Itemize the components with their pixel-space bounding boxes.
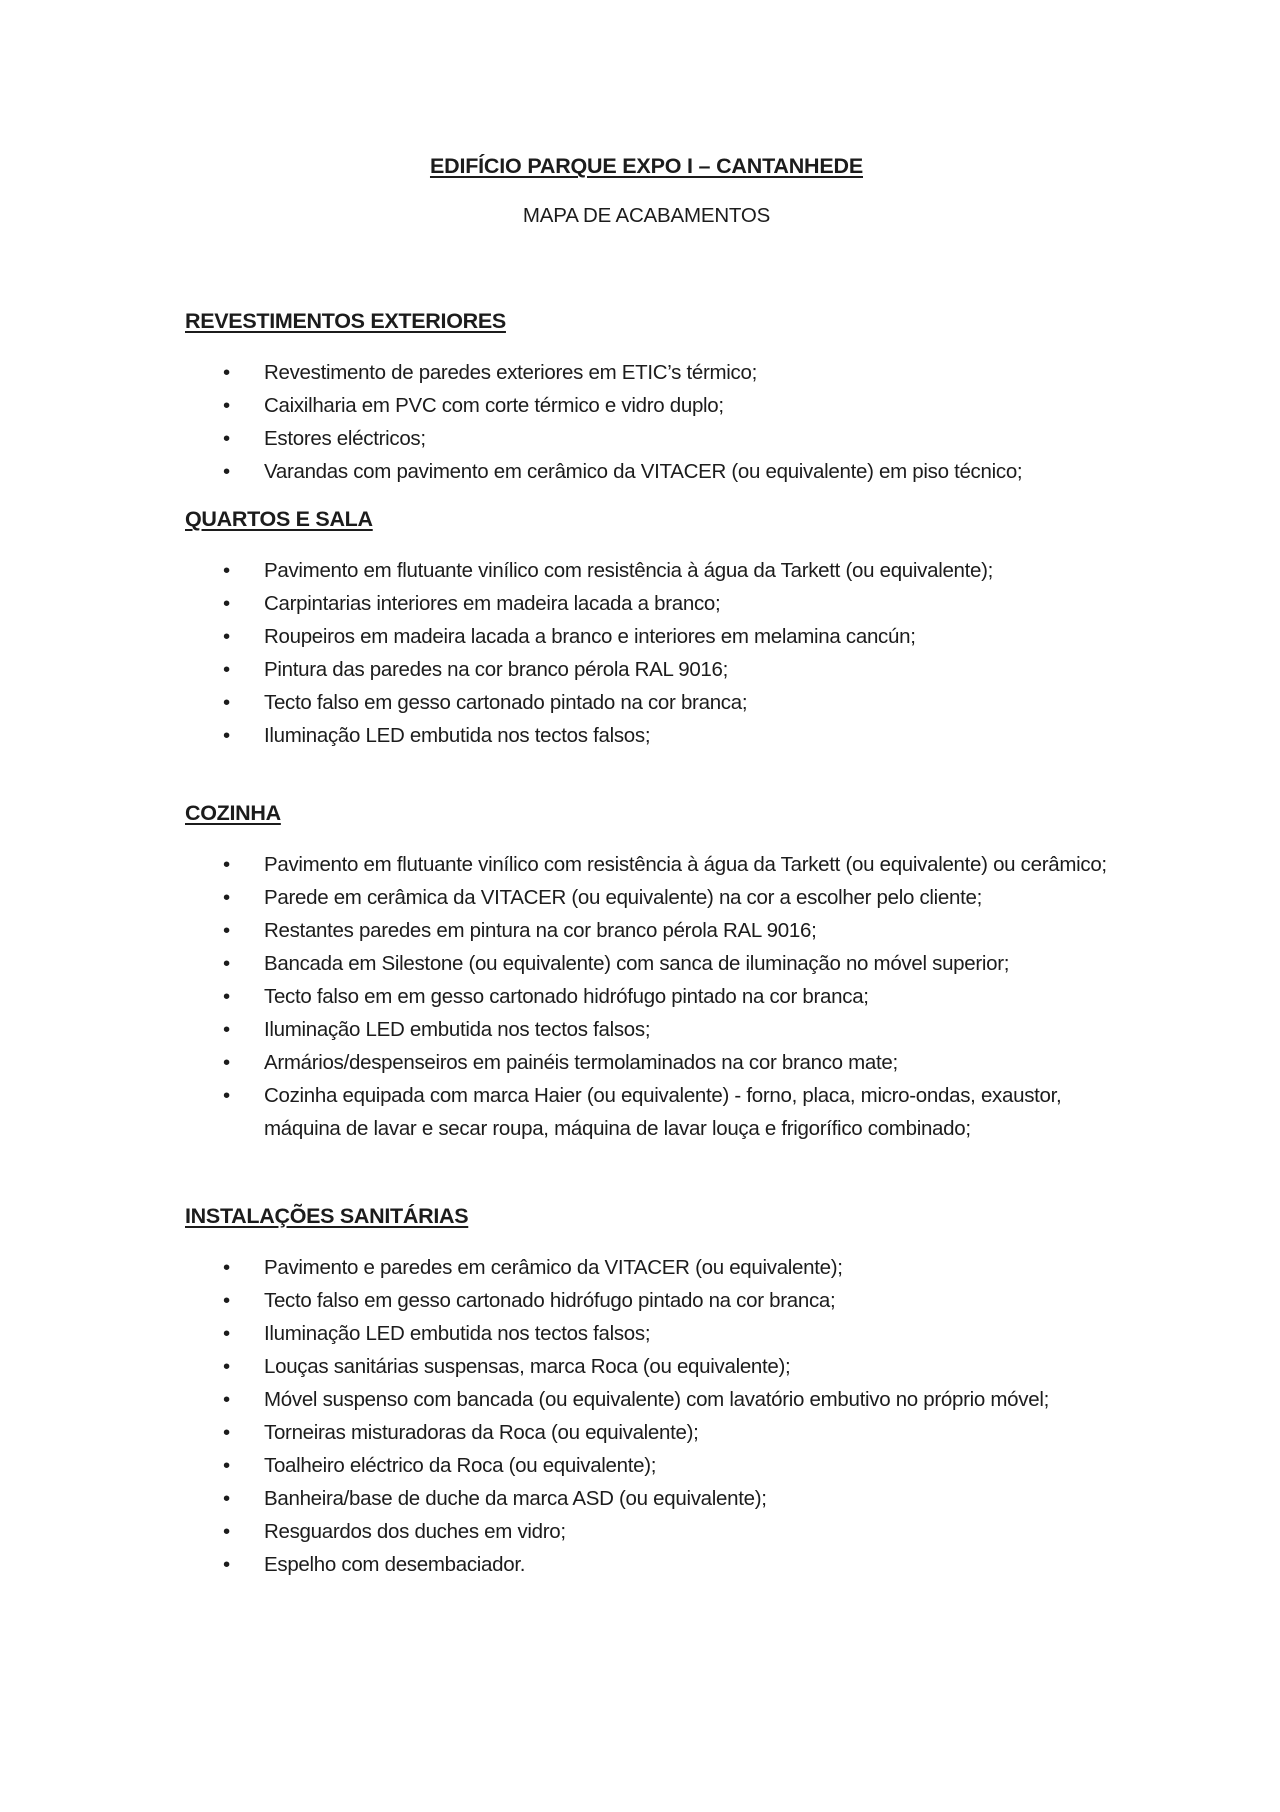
list-item: • Iluminação LED embutida nos tectos falsos; xyxy=(185,719,1108,752)
list-item: • Varandas com pavimento em cerâmico da VITACER (ou equivalente) em piso técnico; xyxy=(185,455,1108,488)
list-item: • Armários/despenseiros em painéis termolaminados na cor branco mate; xyxy=(185,1046,1108,1079)
list-item: • Parede em cerâmica da VITACER (ou equivalente) na cor a escolher pelo cliente; xyxy=(185,881,1108,914)
bullet-list xyxy=(185,848,1108,1145)
document-title: EDIFÍCIO PARQUE EXPO I – CANTANHEDE xyxy=(429,154,863,178)
list-item: • Cozinha equipada com marca Haier (ou equivalente) - forno, placa, micro-ondas, exaustor, máquina de lavar e secar roupa, máquina de lavar louça e frigorífico combinado; xyxy=(185,1079,1108,1145)
section-heading: QUARTOS E SALA xyxy=(185,507,373,531)
list-item: • Louças sanitárias suspensas, marca Roca (ou equivalente); xyxy=(185,1350,1108,1383)
list-item: • Bancada em Silestone (ou equivalente) com sanca de iluminação no móvel superior; xyxy=(185,947,1108,980)
list-item: • Carpintarias interiores em madeira lacada a branco; xyxy=(185,587,1108,620)
section-heading: COZINHA xyxy=(185,801,281,825)
bullet-list xyxy=(185,356,1108,488)
section-4 xyxy=(185,1200,1108,1581)
list-item: • Tecto falso em gesso cartonado hidrófugo pintado na cor branca; xyxy=(185,1284,1108,1317)
section-2 xyxy=(185,503,1108,752)
section-1 xyxy=(185,305,1108,488)
document-body xyxy=(185,305,1108,1581)
list-item: • Torneiras misturadoras da Roca (ou equivalente); xyxy=(185,1416,1108,1449)
list-item: • Iluminação LED embutida nos tectos falsos; xyxy=(185,1013,1108,1046)
list-item: • Pintura das paredes na cor branco pérola RAL 9016; xyxy=(185,653,1108,686)
list-item: • Pavimento e paredes em cerâmico da VITACER (ou equivalente); xyxy=(185,1251,1108,1284)
list-item: • Toalheiro eléctrico da Roca (ou equivalente); xyxy=(185,1449,1108,1482)
list-item: • Espelho com desembaciador. xyxy=(185,1548,1108,1581)
list-item: • Estores eléctricos; xyxy=(185,422,1108,455)
bullet-list xyxy=(185,554,1108,752)
section-3 xyxy=(185,797,1108,1145)
list-item: • Pavimento em flutuante vinílico com resistência à água da Tarkett (ou equivalente) ou cerâmico; xyxy=(185,848,1108,881)
list-item: • Roupeiros em madeira lacada a branco e interiores em melamina cancún; xyxy=(185,620,1108,653)
list-item: • Banheira/base de duche da marca ASD (ou equivalente); xyxy=(185,1482,1108,1515)
list-item: • Pavimento em flutuante vinílico com resistência à água da Tarkett (ou equivalente); xyxy=(185,554,1108,587)
section-heading: REVESTIMENTOS EXTERIORES xyxy=(185,309,506,333)
document-subtitle: MAPA DE ACABAMENTOS xyxy=(522,204,771,227)
list-item: • Tecto falso em em gesso cartonado hidrófugo pintado na cor branca; xyxy=(185,980,1108,1013)
list-item: • Resguardos dos duches em vidro; xyxy=(185,1515,1108,1548)
list-item: • Caixilharia em PVC com corte térmico e vidro duplo; xyxy=(185,389,1108,422)
bullet-list xyxy=(185,1251,1108,1581)
section-heading: INSTALAÇÕES SANITÁRIAS xyxy=(185,1204,469,1228)
list-item: • Tecto falso em gesso cartonado pintado na cor branca; xyxy=(185,686,1108,719)
list-item: • Revestimento de paredes exteriores em ETIC’s térmico; xyxy=(185,356,1108,389)
list-item: • Móvel suspenso com bancada (ou equivalente) com lavatório embutivo no próprio móvel; xyxy=(185,1383,1108,1416)
list-item: • Iluminação LED embutida nos tectos falsos; xyxy=(185,1317,1108,1350)
list-item: • Restantes paredes em pintura na cor branco pérola RAL 9016; xyxy=(185,914,1108,947)
